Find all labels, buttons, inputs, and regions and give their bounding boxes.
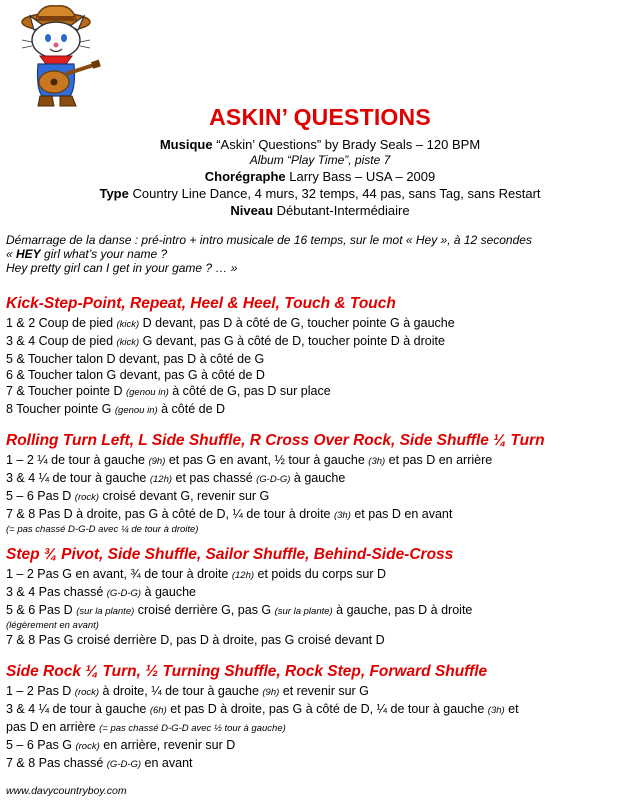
step-line: 7 & 8 Pas chassé (G-D-G) en avant: [6, 756, 193, 770]
step-line: 6 & Toucher talon G devant, pas G à côté de D: [6, 368, 265, 382]
music-line: [0, 136, 640, 153]
step-line: 3 & 4 Pas chassé (G-D-G) à gauche: [6, 585, 196, 599]
album-line: Album “Play Time”, piste 7: [249, 153, 391, 167]
step-line: 5 & Toucher talon D devant, pas D à côté de G: [6, 352, 265, 366]
step-line: 1 & 2 Coup de pied (kick) D devant, pas D à côté de G, toucher pointe G à gauche: [6, 316, 455, 330]
step-line: 5 – 6 Pas D (rock) croisé devant G, revenir sur G: [6, 489, 270, 503]
step-line: 7 & 8 Pas G croisé derrière D, pas D à droite, pas G croisé devant D: [6, 633, 385, 647]
step-line: 3 & 4 ¼ de tour à gauche (12h) et pas chassé (G-D-G) à gauche: [6, 471, 346, 485]
intro-line: « HEY girl what’s your name ?: [6, 247, 168, 261]
level-value: Débutant-Intermédiaire: [276, 203, 410, 218]
step-note: (= pas chassé D-G-D avec ¼ de tour à droite): [6, 524, 199, 535]
step-line: pas D en arrière (= pas chassé D-G-D avec ½ tour à gauche): [6, 720, 286, 734]
intro-line: Démarrage de la danse : pré-intro + intro musicale de 16 temps, sur le mot « Hey », à 12 secondes: [6, 233, 532, 247]
section-title: Step ¾ Pivot, Side Shuffle, Sailor Shuffle, Behind-Side-Cross: [6, 546, 454, 563]
section-title: Kick-Step-Point, Repeat, Heel & Heel, Touch & Touch: [6, 295, 396, 312]
choreographer-label: Chorégraphe: [204, 169, 286, 184]
level-label: Niveau: [230, 203, 274, 218]
step-line: 1 – 2 ¼ de tour à gauche (9h) et pas G en avant, ½ tour à gauche (3h) et pas D en arrière: [6, 453, 493, 467]
type-line: [0, 185, 640, 202]
section-4: [6, 662, 634, 773]
type-label: Type: [99, 186, 129, 201]
step-line: 5 & 6 Pas D (sur la plante) croisé derrière G, pas G (sur la plante) à gauche, pas D à droite: [6, 603, 473, 617]
dance-title: ASKIN’ QUESTIONS: [209, 104, 431, 130]
step-line: 1 – 2 Pas D (rock) à droite, ¼ de tour à gauche (9h) et revenir sur G: [6, 684, 369, 698]
step-line: 1 – 2 Pas G en avant, ¾ de tour à droite (12h) et poids du corps sur D: [6, 567, 387, 581]
step-line: 3 & 4 Coup de pied (kick) G devant, pas G à côté de D, toucher pointe D à droite: [6, 334, 445, 348]
step-line: 3 & 4 ¼ de tour à gauche (6h) et pas D à droite, pas G à côté de D, ¼ de tour à gauche (3h) et: [6, 702, 519, 716]
intro-line: Hey pretty girl can I get in your game ? … »: [6, 261, 238, 275]
section-3: [6, 545, 634, 648]
step-line: 7 & 8 Pas D à droite, pas G à côté de D, ¼ de tour à droite (3h) et pas D en avant: [6, 507, 453, 521]
step-line: 7 & Toucher pointe D (genou in) à côté de G, pas D sur place: [6, 384, 331, 398]
dance-header: [0, 104, 640, 219]
music-label: Musique: [159, 137, 213, 152]
step-line: 5 – 6 Pas G (rock) en arrière, revenir sur D: [6, 738, 236, 752]
section-title: Side Rock ¼ Turn, ½ Turning Shuffle, Rock Step, Forward Shuffle: [6, 663, 488, 680]
type-value: Country Line Dance, 4 murs, 32 temps, 44 pas, sans Tag, sans Restart: [132, 186, 541, 201]
choreographer-value: Larry Bass – USA – 2009: [289, 169, 436, 184]
footer-url[interactable]: www.davycountryboy.com: [6, 785, 127, 797]
cowboy-cat-guitar-icon: [8, 2, 108, 110]
level-line: [0, 202, 640, 219]
music-value: “Askin’ Questions” by Brady Seals – 120 BPM: [216, 137, 481, 152]
intro-text: [6, 233, 626, 275]
choreographer-line: [0, 168, 640, 185]
section-2: [6, 431, 634, 536]
section-1: [6, 294, 634, 419]
step-note: (légèrement en avant): [6, 620, 99, 631]
step-line: 8 Toucher pointe G (genou in) à côté de D: [6, 402, 226, 416]
section-title: Rolling Turn Left, L Side Shuffle, R Cross Over Rock, Side Shuffle ¼ Turn: [6, 432, 545, 449]
